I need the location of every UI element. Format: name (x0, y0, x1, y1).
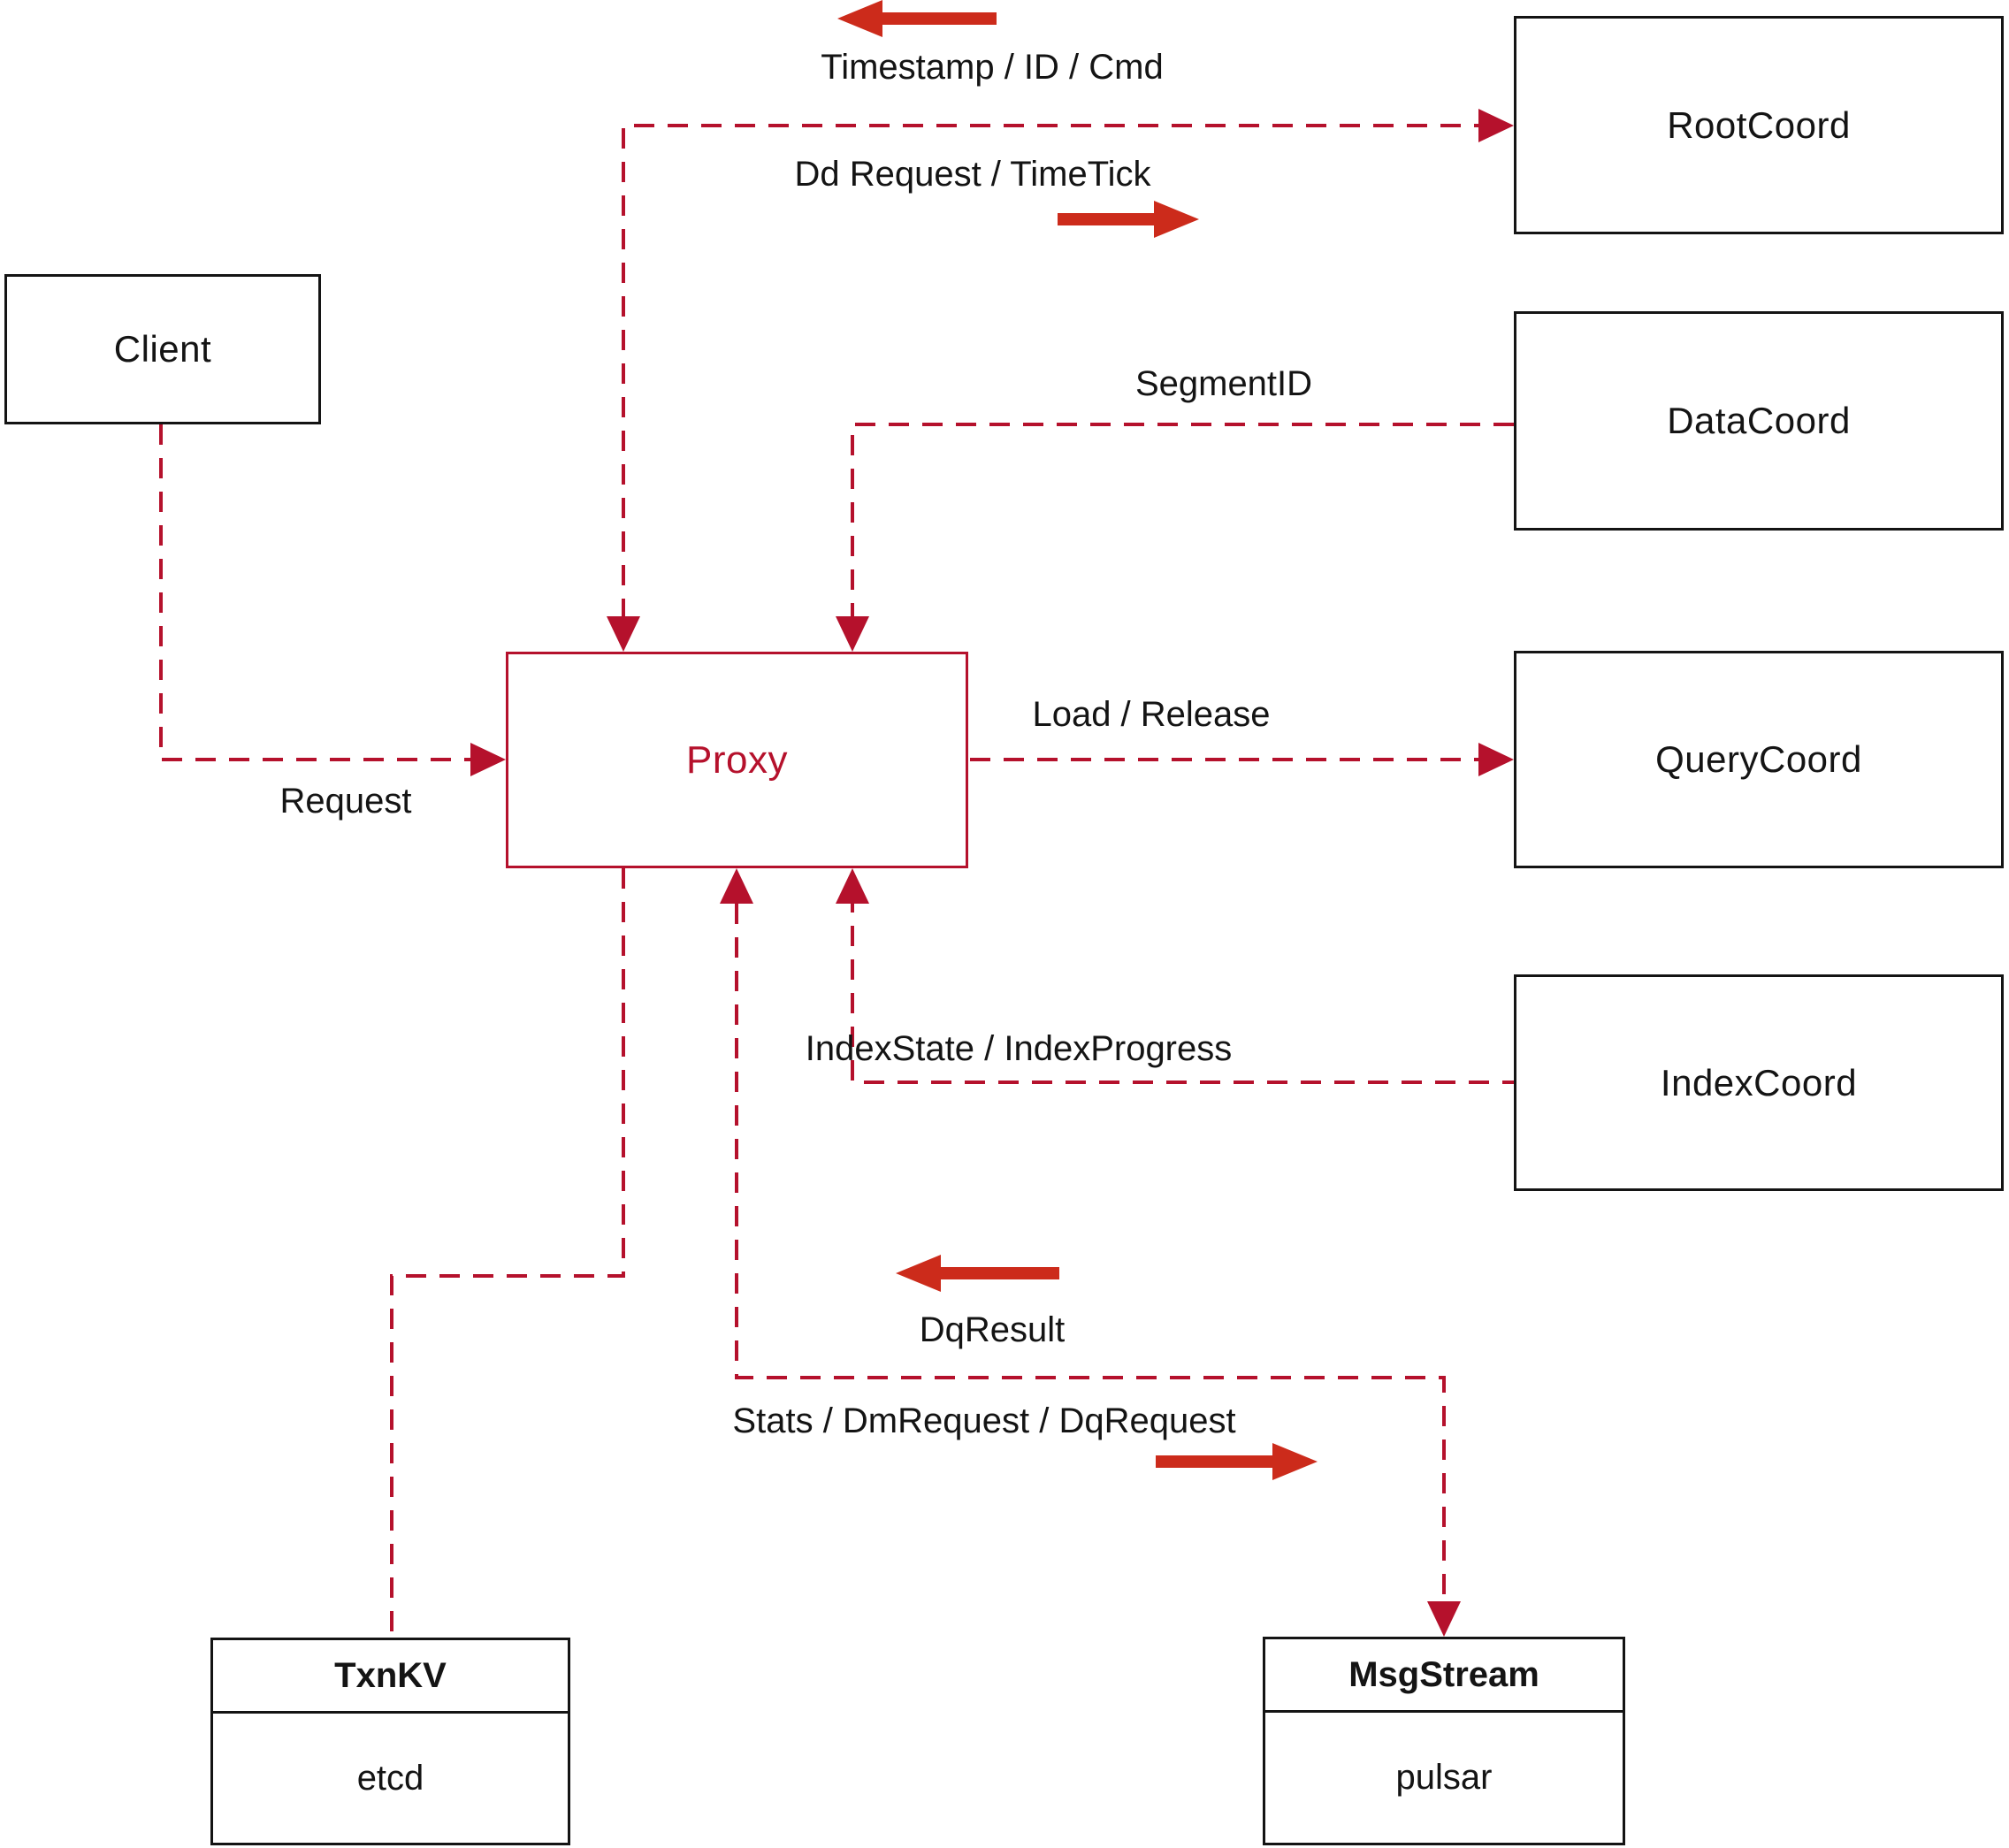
edge-into-rootcoord-arrowhead-icon (1478, 109, 1514, 142)
node-indexcoord-label: IndexCoord (1660, 1061, 1858, 1103)
node-proxy (506, 652, 968, 868)
edge-client-to-proxy-arrowhead-icon (470, 743, 506, 776)
node-datacoord (1514, 311, 2004, 531)
edge-proxy-msgstream-line (737, 904, 1444, 1603)
node-indexcoord (1514, 974, 2004, 1191)
edge-label-load-release: Load / Release (1032, 695, 1271, 734)
node-rootcoord (1514, 16, 2004, 234)
timestamp-direction-left-arrow-icon (837, 0, 997, 37)
node-msgstream (1263, 1637, 1625, 1845)
edge-into-querycoord-arrowhead-icon (1478, 743, 1514, 776)
edge-label-timestamp-id-cmd: Timestamp / ID / Cmd (821, 48, 1164, 87)
node-txnkv-impl: etcd (356, 1758, 424, 1798)
edge-proxy-rootcoord-line (623, 126, 1480, 619)
edge-client-to-proxy-line (161, 424, 472, 760)
node-txnkv-title: TxnKV (213, 1640, 568, 1714)
edge-label-dq-result: DqResult (919, 1310, 1066, 1349)
edge-into-proxy-bottom-right-arrowhead-icon (836, 868, 869, 904)
node-datacoord-label: DataCoord (1667, 400, 1851, 441)
node-msgstream-impl: pulsar (1395, 1758, 1493, 1797)
node-querycoord-label: QueryCoord (1655, 738, 1862, 780)
dd-request-direction-right-arrow-icon (1058, 201, 1199, 238)
edge-proxy-to-txnkv-line (392, 868, 623, 1638)
edge-into-msgstream-arrowhead-icon (1427, 1601, 1461, 1637)
node-msgstream-title: MsgStream (1265, 1639, 1623, 1713)
edge-label-request: Request (279, 782, 412, 821)
edge-label-segment-id: SegmentID (1134, 364, 1313, 403)
edge-label-dd-request-timetick: Dd Request / TimeTick (794, 155, 1151, 194)
dq-result-direction-left-arrow-icon (896, 1255, 1059, 1292)
edge-datacoord-to-proxy-line (852, 424, 1514, 616)
node-client (4, 274, 321, 424)
edge-label-index-state-progress: IndexState / IndexProgress (805, 1029, 1233, 1068)
node-rootcoord-label: RootCoord (1667, 103, 1851, 146)
stats-direction-right-arrow-icon (1156, 1443, 1318, 1480)
edge-into-proxy-bottom-mid-arrowhead-icon (720, 868, 753, 904)
edge-label-stats-dm-dq: Stats / DmRequest / DqRequest (732, 1401, 1236, 1440)
edge-into-proxy-top-right-arrowhead-icon (836, 616, 869, 652)
node-txnkv (210, 1638, 570, 1845)
node-querycoord (1514, 651, 2004, 868)
node-proxy-label: Proxy (686, 737, 788, 782)
edge-into-proxy-top-left-arrowhead-icon (607, 616, 640, 652)
node-client-label: Client (113, 328, 212, 370)
